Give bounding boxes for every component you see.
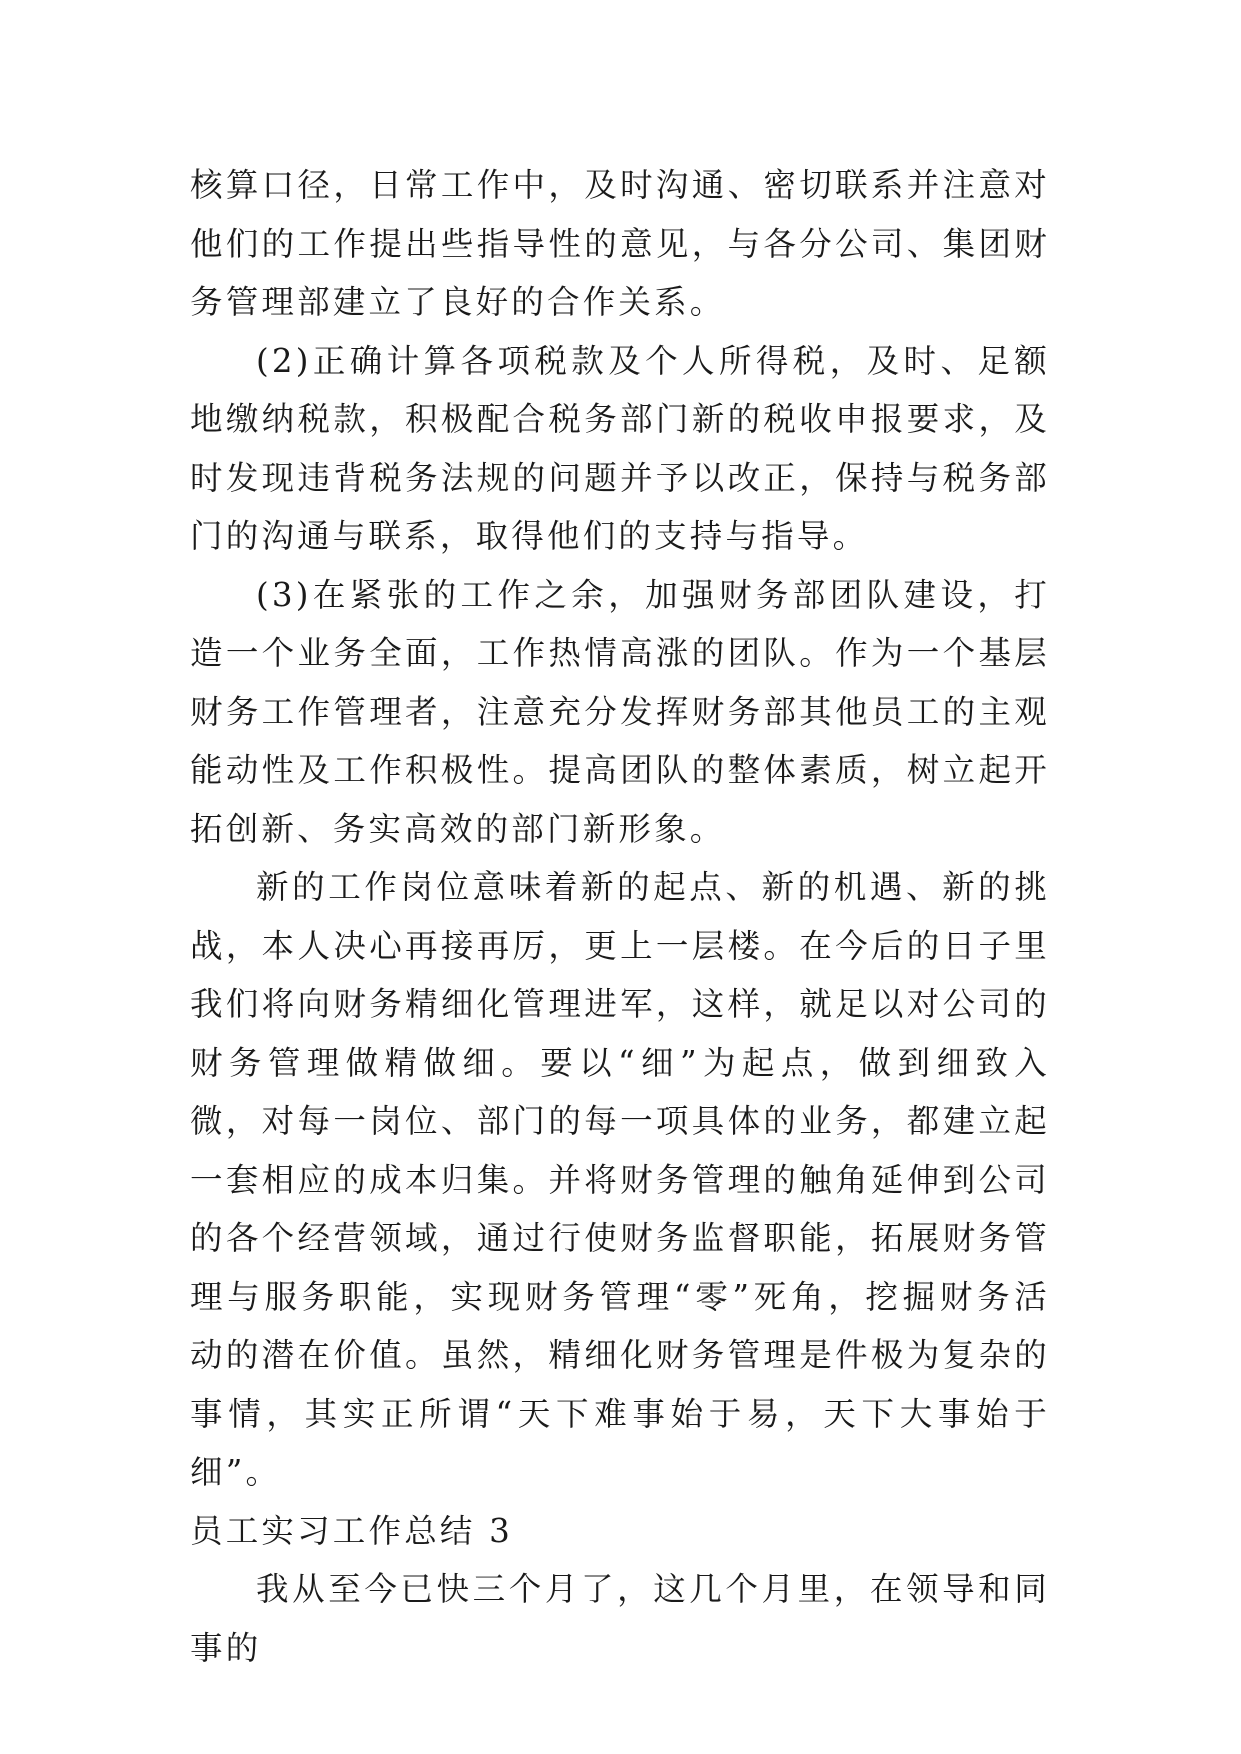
paragraph-4: 新的工作岗位意味着新的起点、新的机遇、新的挑战，本人决心再接再厉，更上一层楼。在今后的日子里我们将向财务精细化管理进军，这样，就足以对公司的财务管理做精做细。要以“细”为起点，做到细致入微，对每一岗位、部门的每一项具体的业务，都建立起一套相应的成本归集。并将财务管理的触角延伸到公司的各个经营领域，通过行使财务监督职能，拓展财务管理与服务职能，实现财务管理“零”死角，挖掘财务活动的潜在价值。虽然，精细化财务管理是件极为复杂的事情，其实正所谓“天下难事始于易，天下大事始于细”。 xyxy=(190,868,1050,1491)
section-heading: 员工实习工作总结 3 xyxy=(190,1511,514,1550)
paragraph-3: (3)在紧张的工作之余，加强财务部团队建设，打造一个业务全面，工作热情高涨的团队。作为一个基层财务工作管理者，注意充分发挥财务部其他员工的主观能动性及工作积极性。提高团队的整体素质，树立起开拓创新、务实高效的部门新形象。 xyxy=(190,575,1050,848)
paragraph-1: 核算口径，日常工作中，及时沟通、密切联系并注意对他们的工作提出些指导性的意见，与各分公司、集团财务管理部建立了良好的合作关系。 xyxy=(190,166,1050,321)
closing-paragraph: 我从至今已快三个月了，这几个月里，在领导和同事的 xyxy=(190,1570,1050,1667)
document-body xyxy=(190,156,1050,1677)
paragraph-2: (2)正确计算各项税款及个人所得税，及时、足额地缴纳税款，积极配合税务部门新的税收申报要求，及时发现违背税务法规的问题并予以改正，保持与税务部门的沟通与联系，取得他们的支持与指导。 xyxy=(190,341,1050,555)
